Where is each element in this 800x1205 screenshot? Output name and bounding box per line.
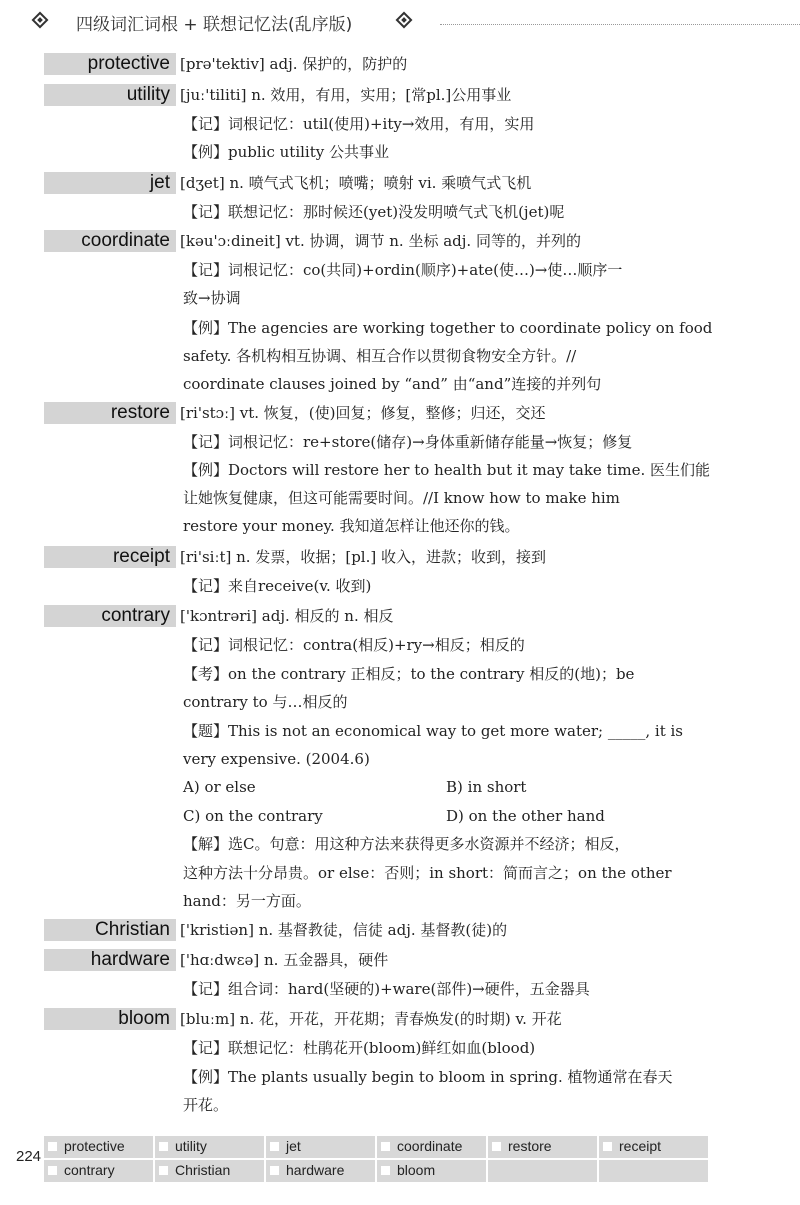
definition: [dʒet] n. 喷气式飞机；喷嘴；喷射 vi. 乘喷气式飞机 xyxy=(180,174,532,192)
review-cell xyxy=(377,1160,486,1182)
review-cell-empty xyxy=(599,1160,708,1182)
exam-line: contrary to 与…相反的 xyxy=(183,693,348,711)
definition: [bluːm] n. 花，开花，开花期；青春焕发(的时期) v. 开花 xyxy=(180,1010,562,1028)
header-rule xyxy=(440,24,800,25)
memo-line: 【记】组合词：hard(坚硬的)+ware(部件)→硬件，五金器具 xyxy=(183,980,590,998)
review-word: utility xyxy=(175,1138,207,1154)
example-line: 让她恢复健康，但这可能需要时间。//I know how to make him xyxy=(183,489,620,507)
option-d: D) on the other hand xyxy=(446,807,605,825)
review-cell xyxy=(44,1160,153,1182)
definition: ['kristiən] n. 基督教徒，信徒 adj. 基督教(徒)的 xyxy=(180,921,508,939)
headword: bloom xyxy=(44,1008,176,1030)
review-cell-empty xyxy=(488,1160,597,1182)
checkbox-icon xyxy=(159,1142,168,1151)
example-line: safety. 各机构相互协调、相互合作以贯彻食物安全方针。// xyxy=(183,347,577,365)
page-number: 224 xyxy=(16,1148,42,1165)
review-word: restore xyxy=(508,1138,552,1154)
headword: jet xyxy=(44,172,176,194)
answer-line: 这种方法十分昂贵。or else：否则；in short：简而言之；on the other xyxy=(183,864,672,882)
example-line: 开花。 xyxy=(183,1096,229,1114)
checkbox-icon xyxy=(270,1166,279,1175)
example-line: coordinate clauses joined by “and” 由“and”连接的并列句 xyxy=(183,375,602,393)
headword: restore xyxy=(44,402,176,424)
header-title: 四级词汇词根 + 联想记忆法(乱序版) xyxy=(76,15,353,35)
example-line: 【例】public utility 公共事业 xyxy=(183,143,389,161)
memo-line: 【记】联想记忆：那时候还(yet)没发明喷气式飞机(jet)呢 xyxy=(183,203,565,221)
checkbox-icon xyxy=(270,1142,279,1151)
example-line: restore your money. 我知道怎样让他还你的钱。 xyxy=(183,517,520,535)
review-cell xyxy=(155,1136,264,1158)
example-line: 【例】The agencies are working together to coordinate policy on food xyxy=(183,319,713,337)
question-line: 【题】This is not an economical way to get more water; _____, it is xyxy=(183,722,683,740)
review-word: Christian xyxy=(175,1162,231,1178)
review-cell xyxy=(599,1136,708,1158)
diamond-icon xyxy=(32,12,49,29)
headword: utility xyxy=(44,84,176,106)
memo-line: 【记】联想记忆：杜鹃花开(bloom)鲜红如血(blood) xyxy=(183,1039,536,1057)
headword: receipt xyxy=(44,546,176,568)
memo-line: 【记】词根记忆：util(使用)+ity→效用，有用，实用 xyxy=(183,115,535,133)
checkbox-icon xyxy=(381,1142,390,1151)
memo-line: 【记】词根记忆：co(共同)+ordin(顺序)+ate(使…)→使…顺序一 xyxy=(183,261,623,279)
review-cell xyxy=(377,1136,486,1158)
headword: Christian xyxy=(44,919,176,941)
question-line: very expensive. (2004.6) xyxy=(183,750,370,768)
headword: protective xyxy=(44,53,176,75)
definition: [ri'siːt] n. 发票，收据；[pl.] 收入，进款；收到，接到 xyxy=(180,548,546,566)
checkbox-icon xyxy=(492,1142,501,1151)
memo-line: 【记】来自receive(v. 收到) xyxy=(183,577,372,595)
checkbox-icon xyxy=(48,1166,57,1175)
headword: contrary xyxy=(44,605,176,627)
review-word: receipt xyxy=(619,1138,662,1154)
review-grid xyxy=(44,1134,710,1182)
definition: ['hɑːdwɛə] n. 五金器具，硬件 xyxy=(180,951,389,969)
diamond-icon xyxy=(396,12,413,29)
memo-line: 【记】词根记忆：contra(相反)+ry→相反；相反的 xyxy=(183,636,525,654)
definition: [kəu'ɔːdineit] vt. 协调，调节 n. 坐标 adj. 同等的，并列的 xyxy=(180,232,581,250)
definition: ['kɔntrəri] adj. 相反的 n. 相反 xyxy=(180,607,394,625)
definition: [juː'tiliti] n. 效用，有用，实用；[常pl.]公用事业 xyxy=(180,86,512,104)
page-header xyxy=(30,8,800,36)
review-cell xyxy=(266,1160,375,1182)
answer-line: 【解】选C。句意：用这种方法来获得更多水资源并不经济；相反， xyxy=(183,835,630,853)
checkbox-icon xyxy=(381,1166,390,1175)
review-word: coordinate xyxy=(397,1138,463,1154)
review-word: contrary xyxy=(64,1162,115,1178)
headword: coordinate xyxy=(44,230,176,252)
review-cell xyxy=(488,1136,597,1158)
memo-line: 致→协调 xyxy=(183,289,241,307)
checkbox-icon xyxy=(48,1142,57,1151)
review-word: jet xyxy=(286,1138,301,1154)
headword: hardware xyxy=(44,949,176,971)
option-a: A) or else xyxy=(183,778,256,796)
example-line: 【例】Doctors will restore her to health but it may take time. 医生们能 xyxy=(183,461,711,479)
review-cell xyxy=(44,1136,153,1158)
checkbox-icon xyxy=(603,1142,612,1151)
checkbox-icon xyxy=(159,1166,168,1175)
answer-line: hand：另一方面。 xyxy=(183,892,311,910)
review-cell xyxy=(155,1160,264,1182)
example-line: 【例】The plants usually begin to bloom in spring. 植物通常在春天 xyxy=(183,1068,673,1086)
review-cell xyxy=(266,1136,375,1158)
definition: [ri'stɔː] vt. 恢复，(使)回复；修复，整修；归还，交还 xyxy=(180,404,546,422)
option-b: B) in short xyxy=(446,778,527,796)
review-word: protective xyxy=(64,1138,125,1154)
option-c: C) on the contrary xyxy=(183,807,323,825)
review-word: bloom xyxy=(397,1162,436,1178)
memo-line: 【记】词根记忆：re+store(储存)→身体重新储存能量→恢复；修复 xyxy=(183,433,633,451)
exam-line: 【考】on the contrary 正相反；to the contrary 相反的(地)；be xyxy=(183,665,635,683)
definition: [prə'tektiv] adj. 保护的，防护的 xyxy=(180,55,408,73)
review-word: hardware xyxy=(286,1162,345,1178)
